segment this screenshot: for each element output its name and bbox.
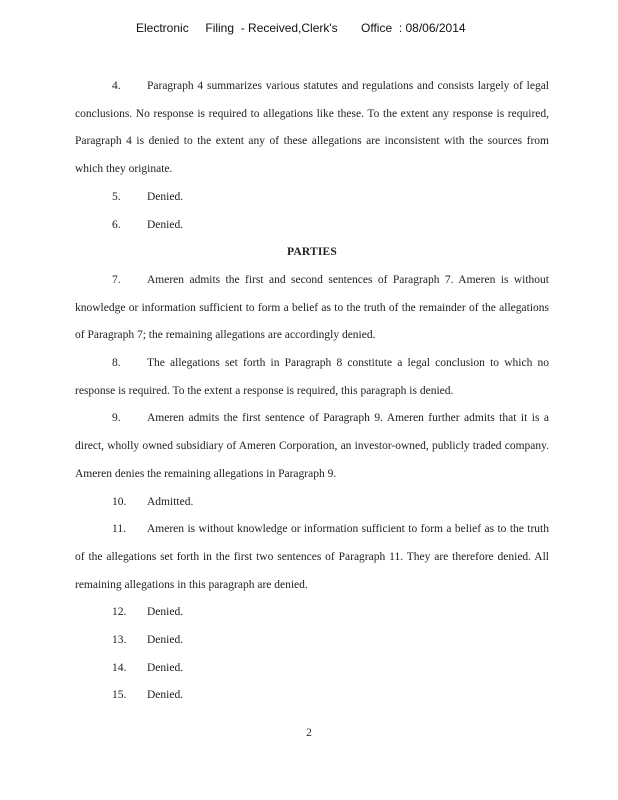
- page-number: 2: [306, 727, 312, 739]
- paragraph-text: Paragraph 4 summarizes various statutes and regulations and consists largely of legal conclusions. No response is required to allegations like these. To the extent any response is required, Paragraph 4 is denied to the extent any of these allegations are inconsistent with the sources from which they originate.: [75, 80, 549, 176]
- paragraph-number: 4.: [112, 80, 121, 92]
- paragraph-9: [75, 405, 549, 488]
- paragraph-number: 12.: [112, 606, 127, 619]
- paragraph-number: 9.: [112, 412, 121, 425]
- paragraph-text: The allegations set forth in Paragraph 8 constitute a legal conclusion to which no response is required. To the extent a response is required, this paragraph is denied.: [75, 357, 549, 397]
- paragraph-text: Ameren is without knowledge or information sufficient to form a belief as to the truth of the allegations set forth in the first two sentences of Paragraph 11. They are therefore denied. All remaining allegations in this paragraph are denied.: [75, 523, 549, 591]
- paragraph-number: 8.: [112, 357, 121, 370]
- paragraph-text: Denied.: [147, 634, 184, 647]
- paragraph-text: Denied.: [147, 190, 184, 203]
- paragraph-text: Denied.: [147, 218, 184, 231]
- paragraph-number: 11.: [112, 523, 126, 536]
- paragraph-number: 13.: [112, 634, 127, 647]
- paragraph-number: 15.: [112, 689, 127, 702]
- paragraph-7: [75, 267, 549, 350]
- paragraph-number: 5.: [112, 190, 121, 203]
- document-body: [75, 73, 549, 710]
- paragraph-number: 7.: [112, 273, 121, 286]
- paragraph-text: Ameren admits the first and second sentences of Paragraph 7. Ameren is without knowledge or information sufficient to form a belief as to the truth of the remainder of the allegations of Paragraph 7; the remaining allegations are accordingly denied.: [75, 273, 549, 342]
- paragraph-12: [75, 599, 549, 627]
- paragraph-10: [75, 489, 549, 517]
- paragraph-text: Denied.: [147, 661, 184, 674]
- paragraph-text: Admitted.: [147, 495, 194, 508]
- paragraph-text: Denied.: [147, 689, 184, 702]
- paragraph-5: [75, 184, 549, 212]
- paragraph-text: Ameren admits the first sentence of Paragraph 9. Ameren further admits that it is a direct, wholly owned subsidiary of Ameren Corporation, an investor-owned, publicly traded company. Ameren denies the remaining allegations in Paragraph 9.: [75, 412, 549, 480]
- filing-stamp-header: Electronic Filing - Received,Clerk's Office : 08/06/2014: [136, 21, 466, 35]
- paragraph-text: Denied.: [147, 606, 184, 619]
- paragraph-11: [75, 516, 549, 599]
- paragraph-13: [75, 627, 549, 655]
- paragraph-15: [75, 682, 549, 710]
- paragraph-6: [75, 212, 549, 240]
- paragraph-4: [75, 73, 549, 184]
- paragraph-8: [75, 350, 549, 405]
- paragraph-number: 10.: [112, 495, 127, 508]
- paragraph-number: 6.: [112, 218, 121, 231]
- section-heading: PARTIES: [287, 246, 337, 259]
- paragraph-number: 14.: [112, 661, 127, 674]
- paragraph-14: [75, 655, 549, 683]
